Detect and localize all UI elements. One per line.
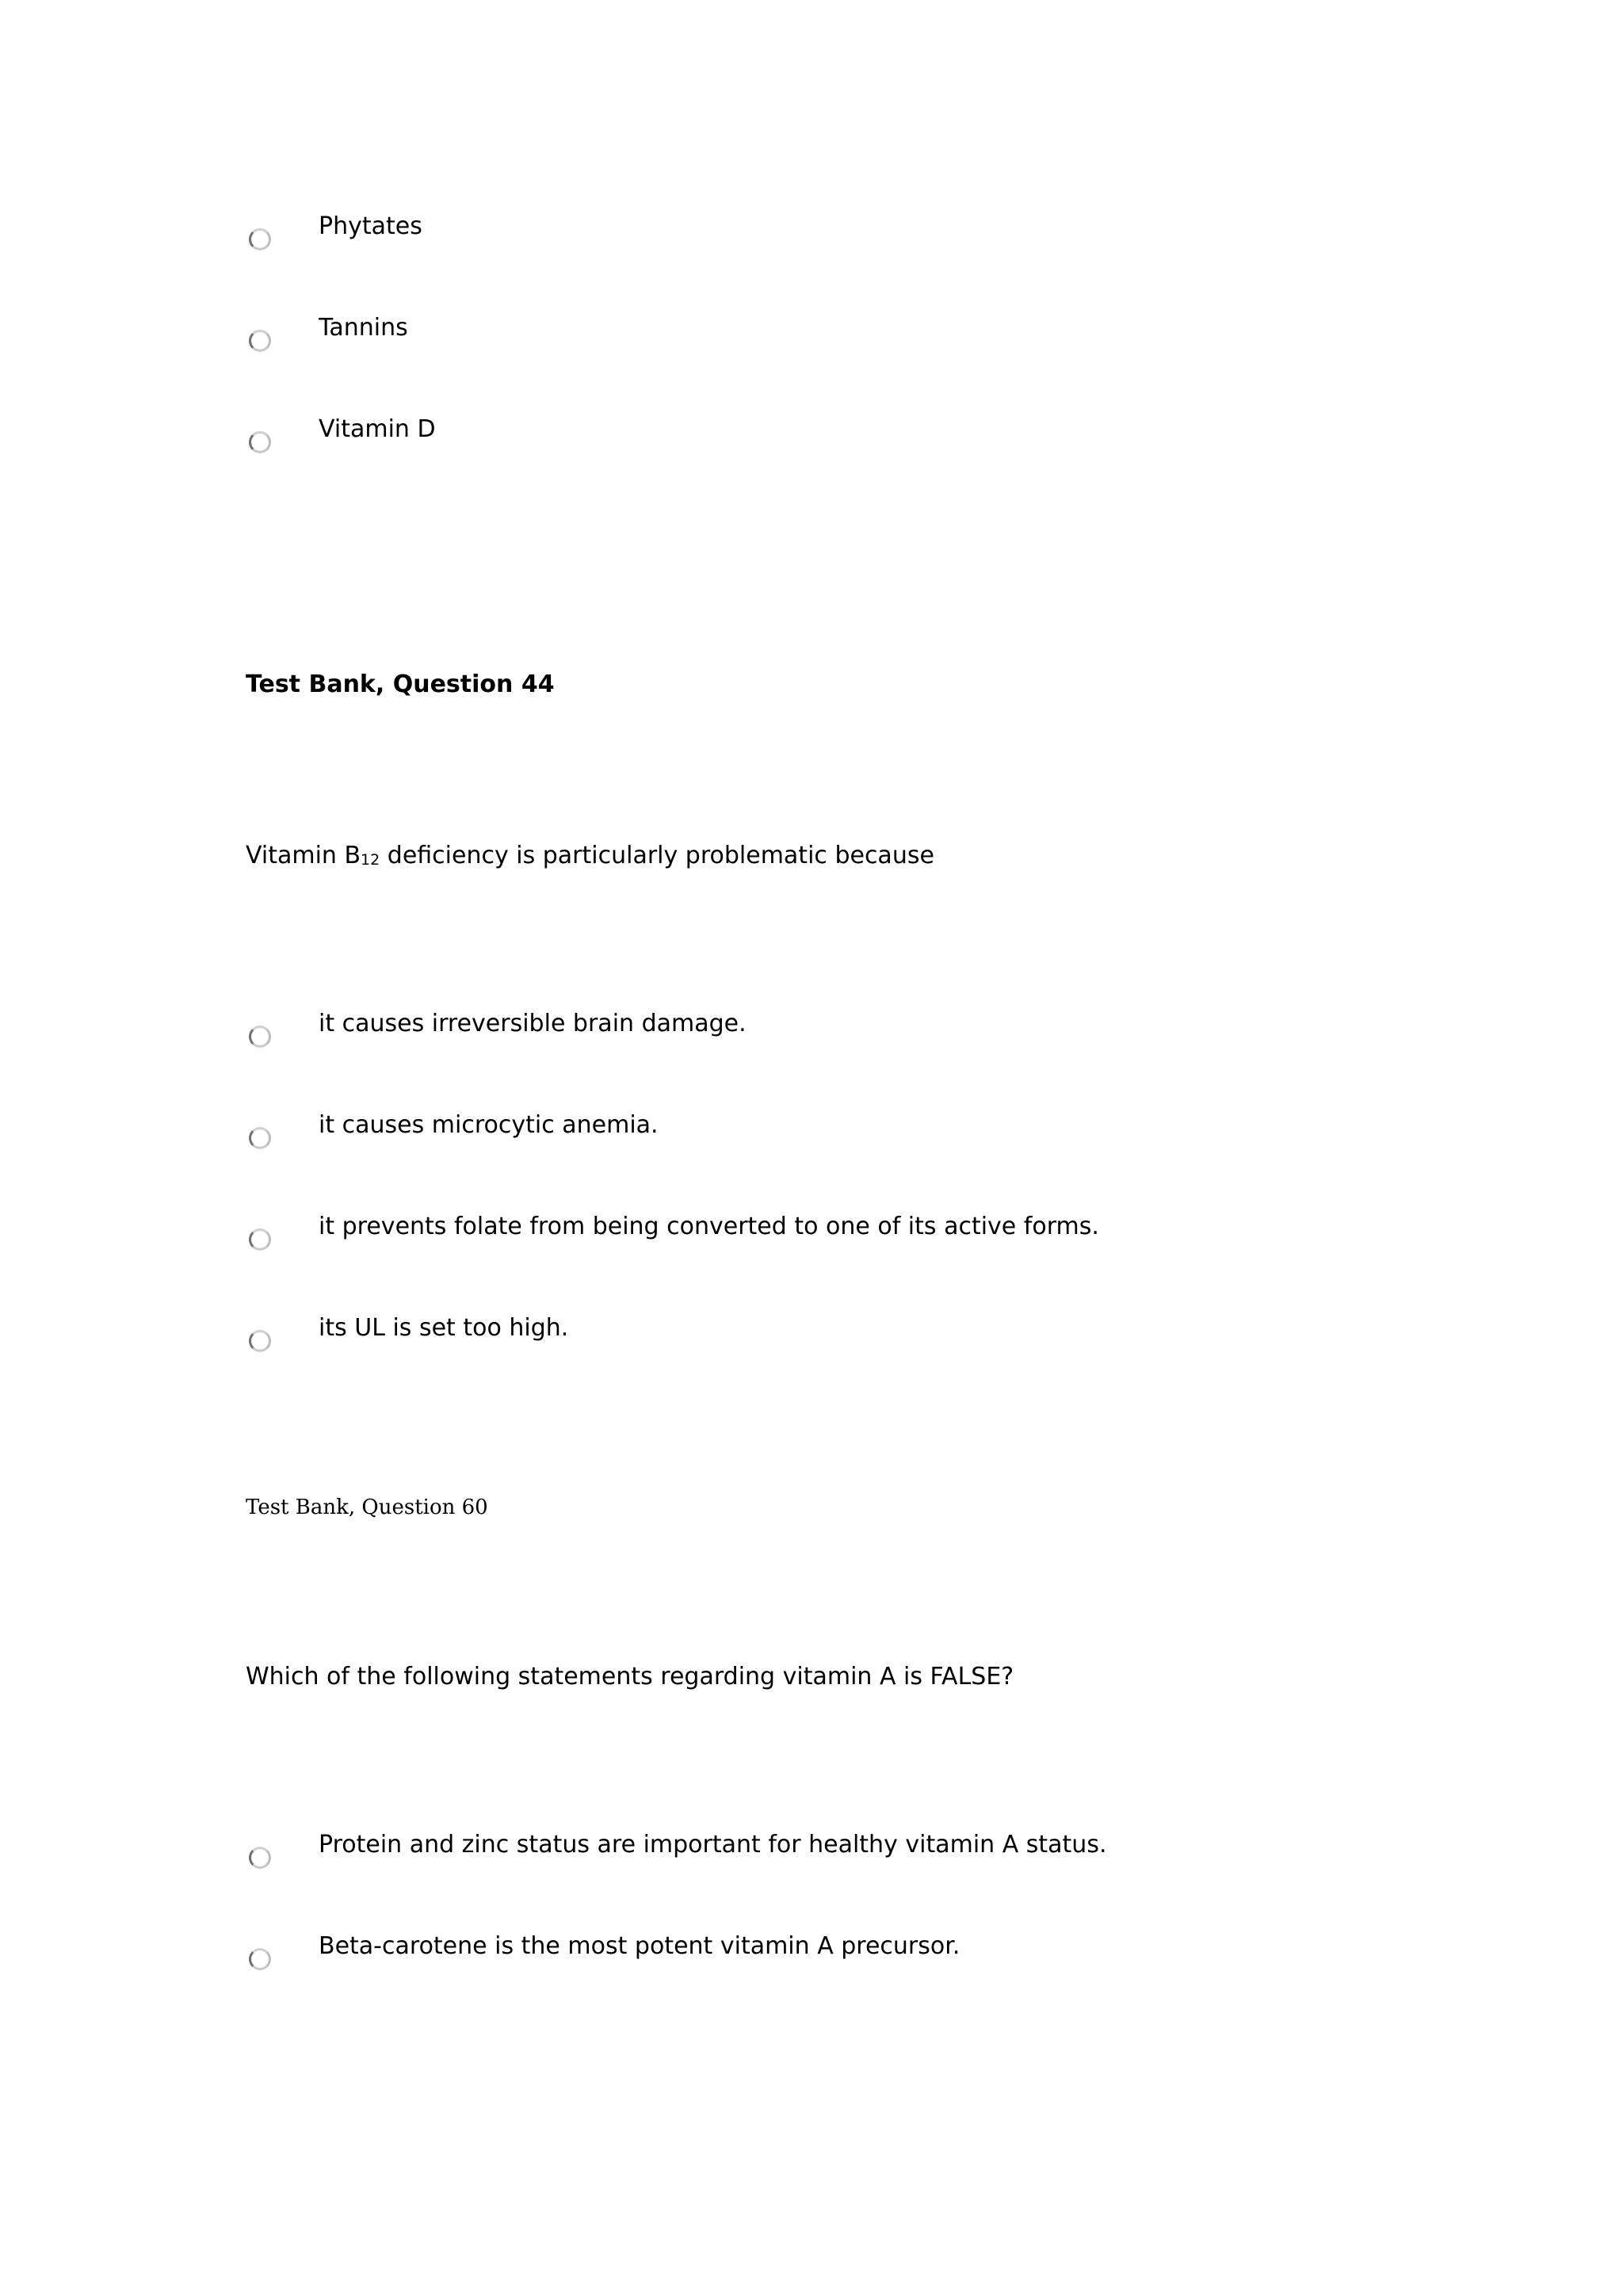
answer-option-label: Phytates	[319, 212, 422, 240]
answer-option-label: it causes microcytic anemia.	[319, 1111, 659, 1139]
radio-button[interactable]	[249, 431, 271, 453]
answer-option-label: its UL is set too high.	[319, 1314, 569, 1342]
answer-option[interactable]	[246, 1111, 1434, 1175]
answer-option[interactable]	[246, 212, 1434, 276]
radio-button[interactable]	[249, 1847, 271, 1869]
answer-option-label: Beta-carotene is the most potent vitamin A precursor.	[319, 1932, 960, 1960]
answer-option[interactable]	[246, 1932, 1434, 1996]
answer-option-label: it causes irreversible brain damage.	[319, 1010, 747, 1037]
radio-button[interactable]	[249, 330, 271, 352]
answer-option[interactable]	[246, 314, 1434, 377]
answer-option[interactable]	[246, 415, 1434, 479]
question-heading: Test Bank, Question 44	[246, 670, 555, 698]
question-stem-prefix: Vitamin B	[246, 842, 361, 869]
answer-option[interactable]	[246, 1213, 1434, 1276]
answer-option[interactable]	[246, 1831, 1434, 1894]
answer-option[interactable]	[246, 1314, 1434, 1377]
radio-button[interactable]	[249, 228, 271, 250]
radio-button[interactable]	[249, 1330, 271, 1352]
answer-option-label: Protein and zinc status are important for healthy vitamin A status.	[319, 1831, 1107, 1859]
question-stem-subscript: 12	[361, 851, 380, 869]
question-heading: Test Bank, Question 60	[246, 1496, 488, 1519]
answer-option-label: it prevents folate from being converted to one of its active forms.	[319, 1213, 1099, 1240]
radio-button[interactable]	[249, 1127, 271, 1149]
answer-option[interactable]	[246, 1010, 1434, 1073]
radio-button[interactable]	[249, 1228, 271, 1251]
answer-option-label: Vitamin D	[319, 415, 436, 443]
radio-button[interactable]	[249, 1948, 271, 1970]
question-stem	[246, 842, 934, 874]
answer-option-label: Tannins	[319, 314, 408, 342]
question-stem: Which of the following statements regarding vitamin A is FALSE?	[246, 1663, 1014, 1690]
radio-button[interactable]	[249, 1026, 271, 1048]
question-stem-suffix: deficiency is particularly problematic because	[380, 842, 934, 869]
